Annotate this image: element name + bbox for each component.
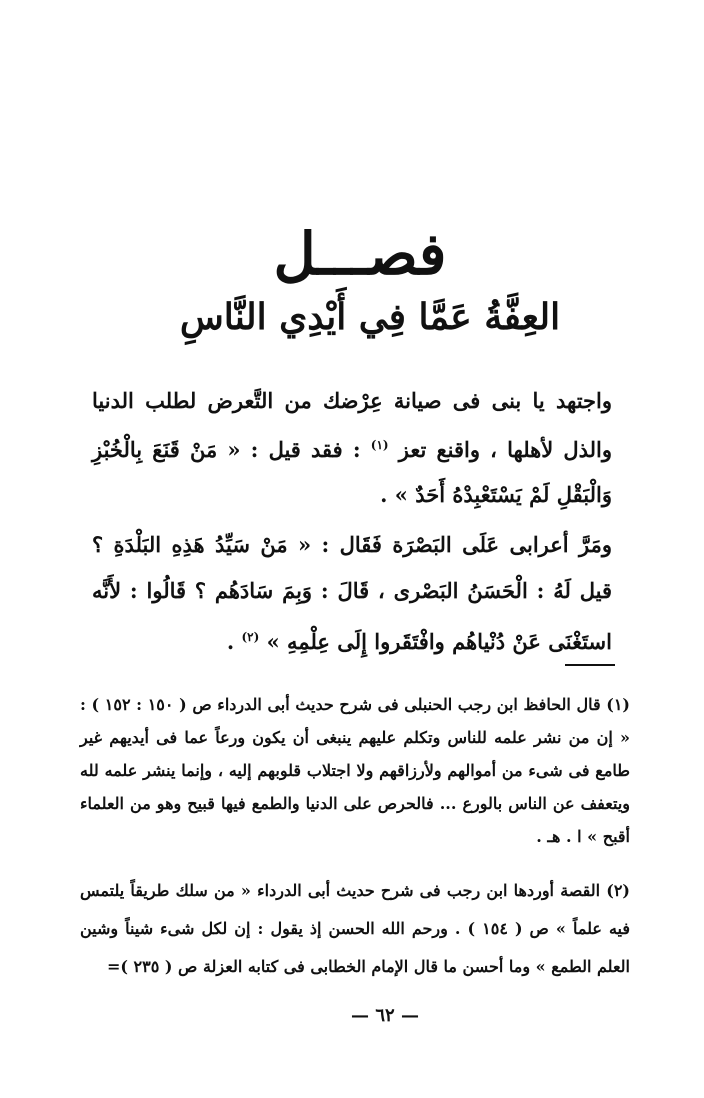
- paragraph-text: ومَرَّ أعرابى عَلَى البَصْرَة فَقَال : « مَنْ سَيِّدُ هَذِهِ البَلْدَةِ ؟ قيل لَهُ : الْحَسَنُ البَصْرى ، قَالَ : وَبِمَ سَادَهُم ؟ قَالُوا : لأَنَّه استَغْنَى عَنْ دُنْياهُم وافْتَقَروا إِلَى عِلْمِهِ »: [92, 532, 612, 654]
- body-paragraph: [92, 522, 612, 665]
- body-paragraph: [92, 378, 612, 517]
- chapter-heading: فصـــل: [273, 220, 447, 288]
- footnote: (٢) القصة أوردها ابن رجب فى شرح حديث أبى الدرداء « من سلك طريقاً يلتمس فيه علماً » ص ( ١٥٤ ) . ورحم الله الحسن إذ يقول : إن لكل شىء شيناً وشين العلم الطمع » وما أحسن ما قال الإمام الخطابى فى كتابه العزلة ص ( ٢٣٥ )=: [80, 881, 630, 976]
- footnote-marker: (١): [370, 438, 389, 452]
- footnote: (١) قال الحافظ ابن رجب الحنبلى فى شرح حديث أبى الدرداء ص ( ١٥٠ : ١٥٢ ) : « إن من نشر علمه للناس وتكلم عليهم ينبغى أن يكون ورعاً عما فى أيديهم غير طامع فى شىء من أموالهم ولأرزاقهم ولا اجتلاب قلوبهم إليه ، وإنما ينشر علمه لله ويتعفف عن الناس بالورع ... فالحرص على الدنيا والطمع فيها قبيح وهو من العلماء أقبح » ا . هـ .: [80, 695, 630, 846]
- footnote-separator: [565, 664, 615, 666]
- chapter-subtitle: العِفَّةُ عَمَّا فِي أَيْدِي النَّاسِ: [179, 296, 561, 338]
- paragraph-text-continued: : فقد قيل : « مَنْ قَنَعَ بِالْخُبْزِ وَالْبَقْلِ لَمْ يَسْتَعْبِدْهُ أَحَدٌ » .: [92, 437, 612, 507]
- page-number: — ٦٢ —: [351, 1005, 419, 1026]
- footnote-marker: (٢): [241, 630, 260, 644]
- paragraph-text-continued: .: [226, 629, 235, 654]
- paragraph-text: واجتهد يا بنى فى صيانة عِرْضك من التَّعرض لطلب الدنيا والذل لأهلها ، واقنع تعز: [92, 388, 613, 462]
